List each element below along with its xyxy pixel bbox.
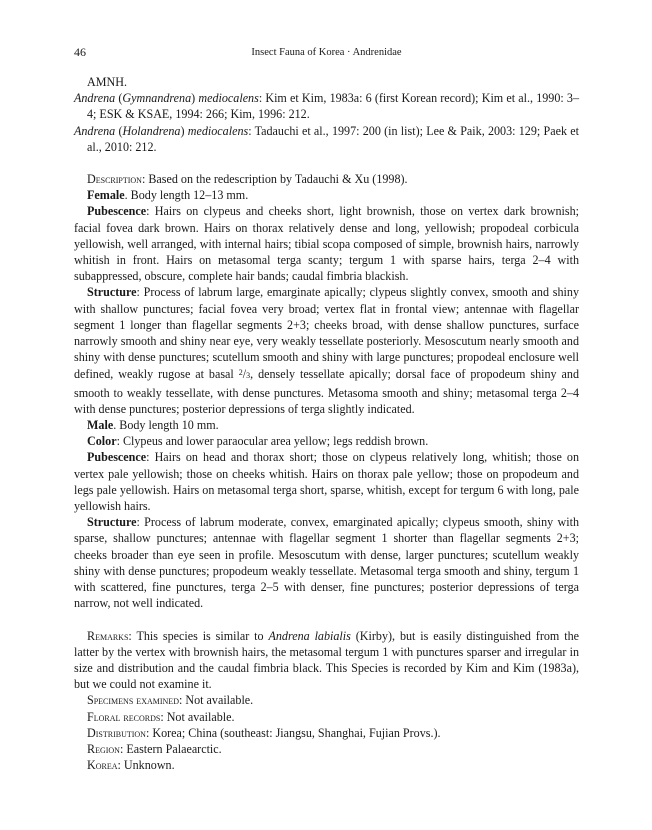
region-heading: Region [87,741,120,756]
floral-records-paragraph: Floral records: Not available. [87,709,235,724]
page-number: 46 [74,45,86,59]
fraction-denominator: 3 [246,371,251,381]
remarks-heading: Remarks [87,628,129,643]
female-paragraph: Female. Body length 12–13 mm. [87,188,249,203]
remarks-paragraph: Remarks: This species is similar to Andrena labialis (Kirby), but is easily distinguished from the latter by the vertex with brownish hairs, the metasomal tergum 1 with punctures sparser and irregular in size and distribution and the caudal fimbria black. This Species is recorded by Kim and Kim (1983a), but we could not examine it. [74,628,579,692]
synonym-references: : Kim et Kim, 1983a: 6 (first Korean record); Kim et al., 1990: 3–4; ESK & KSAE, 1994: 266; Kim, 1996: 212. [87,91,579,122]
synonym-genus: Andrena [74,123,116,138]
running-title: Insect Fauna of Korea · Andrenidae [251,47,402,58]
region-paragraph: Region: Eastern Palaearctic. [87,741,222,756]
synonymy-amnh: AMNH. [87,75,127,89]
description-paragraph: Description: Based on the redescription by Tadauchi & Xu (1998). [87,172,408,187]
distribution-heading: Distribution [87,725,146,740]
color-heading: Color [87,434,117,449]
synonym-subgenus: Gymnandrena [122,91,192,106]
female-structure-paragraph: Structure: Process of labrum large, emarginate apically; clypeus slightly convex, smooth and shiny with shallow punctures; facial fovea very broad; vertex flat in frontal view; antennae with flagellar segment 1 longer than flagellar segments 2+3; cheeks broad, with dense shallow punctures, surface narrowly smooth and shiny near eye, very weakly tessellate posteriorly. Mesoscutum nearly smooth and shiny with dense punctures; scutellum smooth and shiny with large punctures; propodeal enclosure well defined, weakly rugose at basal $^2$/3, densely tessellate apically; dorsal face of propodeum shiny and smooth to weakly tessellate, with dense punctures. Metasoma smooth and shiny; metasomal terga 2–4 with dense punctures; posterior depressions of terga slightly indicated. [74,285,579,416]
page-body [74,74,579,773]
pubescence-heading: Pubescence [87,204,147,219]
female-pubescence-paragraph: Pubescence: Hairs on clypeus and cheeks short, light brownish, those on vertex dark brownish; facial fovea dark brown. Hairs on thorax relatively dense and long, yellowish; propodeal corbicula yellowish, well arranged, with internal hairs; tibial scopa composed of simple, brownish hairs, narrowly whitish in front. Hairs on metasomal terga scanty; tergum 1 with sparse hairs, terga 2–4 with subappressed, obscure, complete hair bands; caudal fimbria blackish. [74,204,579,284]
synonymy-entry-2: Andrena (Holandrena) mediocalens: Tadauchi et al., 1997: 200 (in list); Lee & Paik, 2003: 129; Paek et al., 2010: 212. [74,123,579,154]
description-heading: Description [87,172,142,187]
compared-species: Andrena labialis [268,628,351,643]
synonymy-entry-1: Andrena (Gymnandrena) mediocalens: Kim et Kim, 1983a: 6 (first Korean record); Kim et al., 1990: 3–4; ESK & KSAE, 1994: 266; Kim, 1996: 212. [74,91,579,122]
specimens-heading: Specimens examined [87,693,179,708]
synonym-genus: Andrena [74,91,116,106]
male-paragraph: Male. Body length 10 mm. [87,418,219,433]
spacer [74,612,579,628]
female-heading: Female [87,188,125,203]
male-heading: Male [87,418,114,433]
distribution-paragraph: Distribution: Korea; China (southeast: Jiangsu, Shanghai, Fujian Provs.). [87,725,441,740]
synonym-species: mediocalens [198,91,259,106]
floral-records-heading: Floral records [87,709,161,724]
male-color-paragraph: Color: Clypeus and lower paraocular area yellow; legs reddish brown. [87,434,429,449]
page-header [74,44,579,60]
structure-heading: Structure [87,515,137,530]
synonym-species: mediocalens [187,123,249,138]
korea-heading: Korea [87,758,118,773]
structure-heading: Structure [87,285,137,300]
korea-paragraph: Korea: Unknown. [87,758,175,773]
spacer [74,155,579,171]
pubescence-heading: Pubescence [87,450,147,465]
synonym-subgenus: Holandrena [122,123,181,138]
specimens-paragraph: Specimens examined: Not available. [87,693,254,708]
male-pubescence-paragraph: Pubescence: Hairs on head and thorax short; those on clypeus relatively long, whitish; those on vertex pale yellowish; those on cheeks whitish. Hairs on thorax pale yellow; those on propodeum and legs pale yellowish. Hairs on metasomal terga short, sparse, whitish, except for tergum 6 with long, pale yellowish hairs. [74,450,579,514]
synonym-references: : Tadauchi et al., 1997: 200 (in list); Lee & Paik, 2003: 129; Paek et al., 2010: 212. [87,123,579,154]
male-structure-paragraph: Structure: Process of labrum moderate, convex, emarginated apically; clypeus smooth, shiny with sparse, shallow punctures; antennae with flagellar segment 1 shorter than flagellar segments 2+3; cheeks broader than eye seen in profile. Mesoscutum with dense, larger punctures; scutellum weakly shiny with dense punctures; propodeum weakly tessellate. Metasomal terga smooth and shiny, tergum 1 with scattered, fine punctures, terga 2–5 with denser, fine punctures; posterior depressions of terga narrow, not well indicated. [74,515,579,611]
fraction-numerator: 2 [238,368,243,378]
